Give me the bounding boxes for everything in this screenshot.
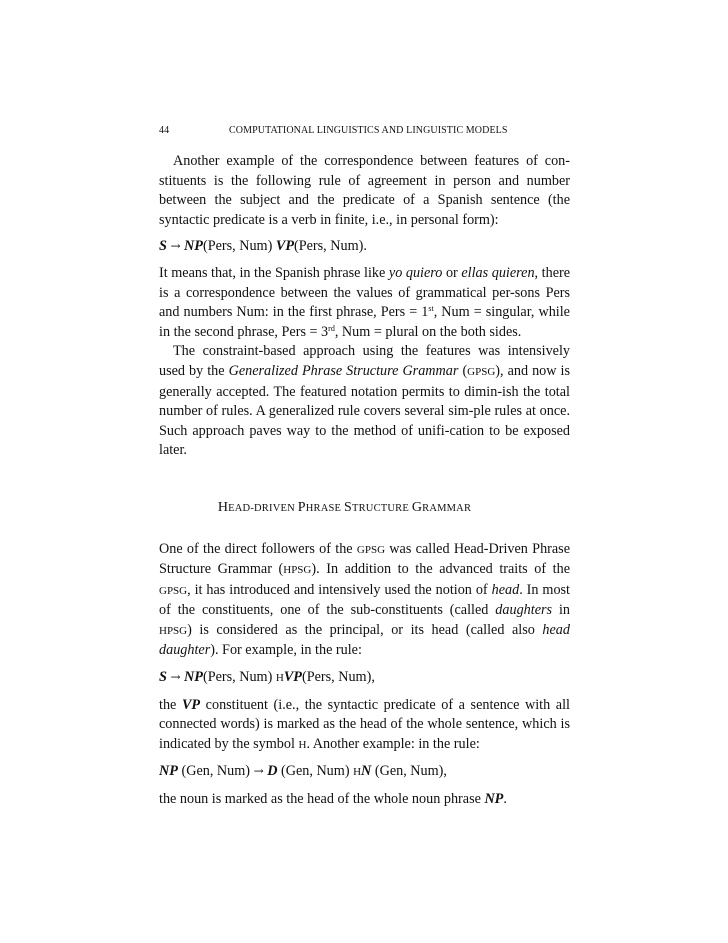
head-marker: H <box>353 766 362 779</box>
abbreviation: HPSG <box>283 564 312 577</box>
rule-features: (Gen, Num), <box>371 763 447 780</box>
paragraph-hpsg: One of the direct followers of the GPSG was called Head-Driven Phrase Structure Grammar (HPSG). In addition to the advanced traits of the GPSG, it has introduced and intensively used the notion of head. In most of the constituents, one of the sub-constituents (called daughters in HPSG) is considered as the principal, or its head (called also head daughter). For example, in the rule: <box>159 540 571 659</box>
rewrite-arrow: → <box>170 239 181 254</box>
rule-symbol-np: NP <box>184 238 203 255</box>
rule-head-sentence <box>159 668 570 689</box>
rule-symbol-s: S <box>159 669 167 686</box>
ordinal-superscript: rd <box>328 323 335 333</box>
paragraph-constraint-based: The constraint-based approach using the features was intensively used by the Generalized Phrase Structure Grammar (GPSG), and now is generally accepted. The featured notation permits to dimin-ish the total number of rules. A generalized rule covers several sim-ple rules at once. Such approach paves way to the method of unifi-cation to be exposed later. <box>159 343 571 459</box>
term-head-daughter: head daughter <box>159 621 570 659</box>
running-head-title: COMPUTATIONAL LINGUISTICS AND LINGUISTIC MODELS <box>229 125 508 136</box>
rewrite-arrow: → <box>170 670 181 685</box>
paragraph-noun-head: the noun is marked as the head of the whole noun phrase NP. <box>159 791 507 808</box>
rule-features: (Gen, Num) <box>177 763 254 780</box>
paragraph-spanish-phrase: It means that, in the Spanish phrase like yo quiero or ellas quieren, there is a correspondence between the values of grammatical per-sons Pers and numbers Num: in the first phrase, Pers = 1st, Num = singular, while in the second phrase, Pers = 3rd, Num = plural on the both sides. <box>159 264 571 340</box>
rule-noun-phrase <box>159 762 570 783</box>
ordinal-superscript: st <box>428 304 434 314</box>
rule-symbol-s: S <box>159 238 167 255</box>
rule-symbol-np: NP <box>484 791 504 808</box>
abbreviation: GPSG <box>356 543 386 556</box>
paragraph-agreement-example: Another example of the correspondence between features of con-stituents is the following rule of agreement in person and number between the subject and the predicate of a Spanish sentence (the syntactic predicate is a verb in finite, i.e., in personal form): <box>159 153 570 228</box>
abbreviation: GPSG <box>467 365 496 378</box>
term-head: head <box>491 581 520 598</box>
paragraph-vp-head: the VP constituent (i.e., the syntactic predicate of a sentence with all connected words) is marked as the head of the whole sentence, which is indicated by the symbol H. Another example: in the rule: <box>159 696 570 752</box>
rule-symbol-vp: VP <box>283 669 302 686</box>
term-daughters: daughters <box>495 602 553 619</box>
rule-features: (Gen, Num) <box>277 763 354 780</box>
rule-symbol-np: NP <box>184 669 203 686</box>
rule-symbol-d: D <box>267 763 278 780</box>
rule-agreement <box>159 237 570 257</box>
rule-features: (Pers, Num) <box>202 669 276 686</box>
abbreviation: GPSG <box>159 584 188 597</box>
term-gpsg: Generalized Phrase Structure Grammar <box>228 362 459 379</box>
head-marker: H <box>275 672 284 685</box>
rule-features: (Pers, Num), <box>301 669 375 686</box>
body-text <box>159 152 570 810</box>
rewrite-arrow: → <box>253 764 264 779</box>
head-marker: H <box>298 738 307 751</box>
rule-symbol-vp: VP <box>275 238 295 255</box>
section-heading: HEAD-DRIVEN PHRASE STRUCTURE GRAMMAR <box>217 499 472 515</box>
page-number: 44 <box>159 125 170 136</box>
rule-features: (Pers, Num). <box>294 238 367 255</box>
rule-symbol-np: NP <box>159 763 178 780</box>
rule-symbol-vp: VP <box>181 696 201 713</box>
rule-features: (Pers, Num) <box>202 238 276 255</box>
example-phrase: ellas quieren <box>461 264 535 281</box>
rule-symbol-n: N <box>361 763 372 780</box>
abbreviation: HPSG <box>159 624 188 637</box>
running-head <box>159 125 579 139</box>
example-phrase: yo quiero <box>388 264 443 281</box>
